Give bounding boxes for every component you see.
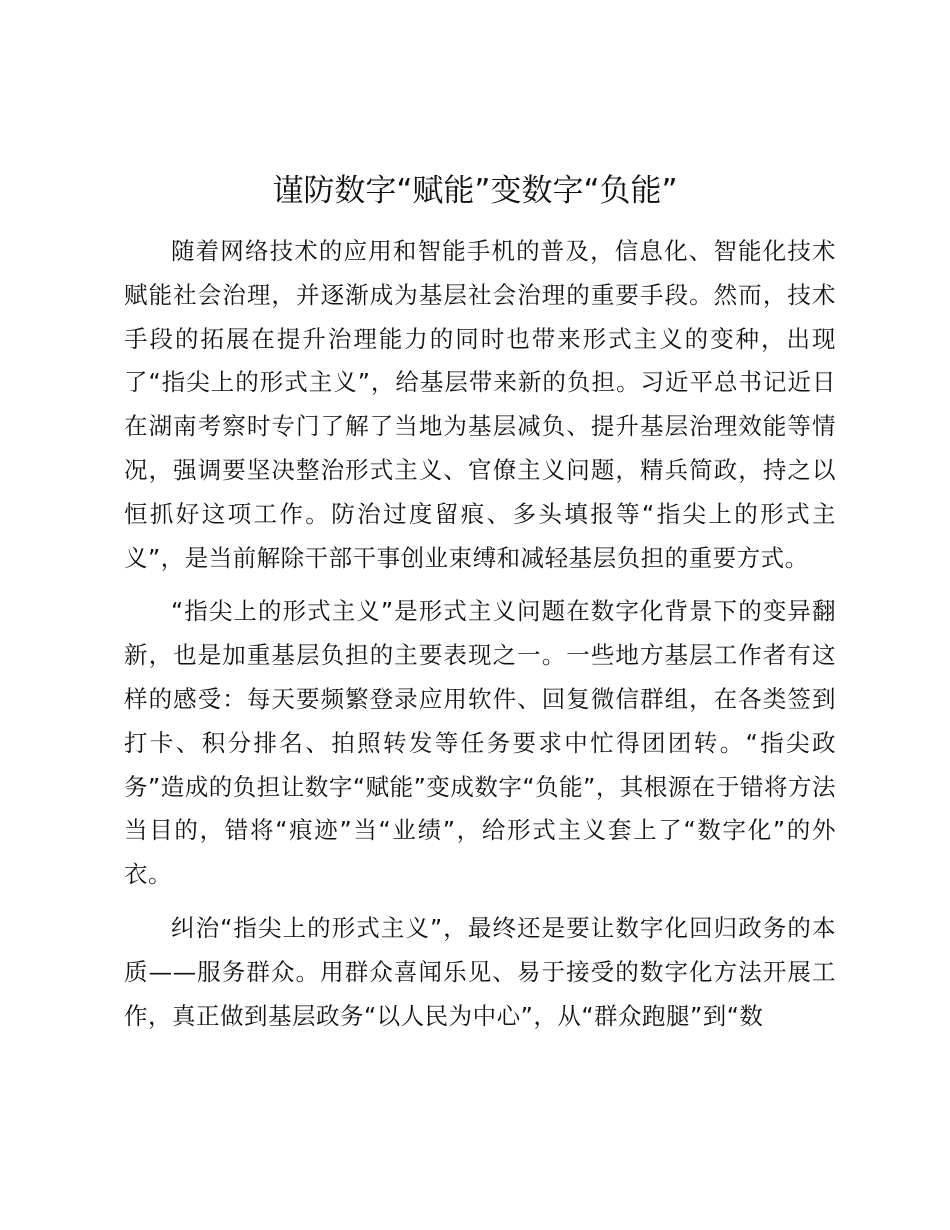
paragraph: 纠治“指尖上的形式主义”，最终还是要让数字化回归政务的本质——服务群众。用群众喜闻乐见、易于接受的数字化方法开展工作，真正做到基层政务“以人民为中心”，从“群众跑腿”到“数 [124, 913, 836, 1030]
paragraph: 随着网络技术的应用和智能手机的普及，信息化、智能化技术赋能社会治理，并逐渐成为基层社会治理的重要手段。然而，技术手段的拓展在提升治理能力的同时也带来形式主义的变种，出现了“指尖上的形式主义”，给基层带来新的负担。习近平总书记近日在湖南考察时专门了解了当地为基层减负、提升基层治理效能等情况，强调要坚决整治形式主义、官僚主义问题，精兵简政，持之以恒抓好这项工作。防治过度留痕、多头填报等“指尖上的形式主义”，是当前解除干部干事创业束缚和减轻基层负担的重要方式。 [124, 237, 836, 572]
document-title: 谨防数字“赋能”变数字“负能” [272, 173, 678, 209]
paragraph: “指尖上的形式主义”是形式主义问题在数字化背景下的变异翻新，也是加重基层负担的主要表现之一。一些地方基层工作者有这样的感受：每天要频繁登录应用软件、回复微信群组，在各类签到打卡、积分排名、拍照转发等任务要求中忙得团团转。“指尖政务”造成的负担让数字“赋能”变成数字“负能”，其根源在于错将方法当目的，错将“痕迹”当“业绩”，给形式主义套上了“数字化”的外衣。 [124, 597, 836, 889]
document-body [124, 230, 836, 1048]
